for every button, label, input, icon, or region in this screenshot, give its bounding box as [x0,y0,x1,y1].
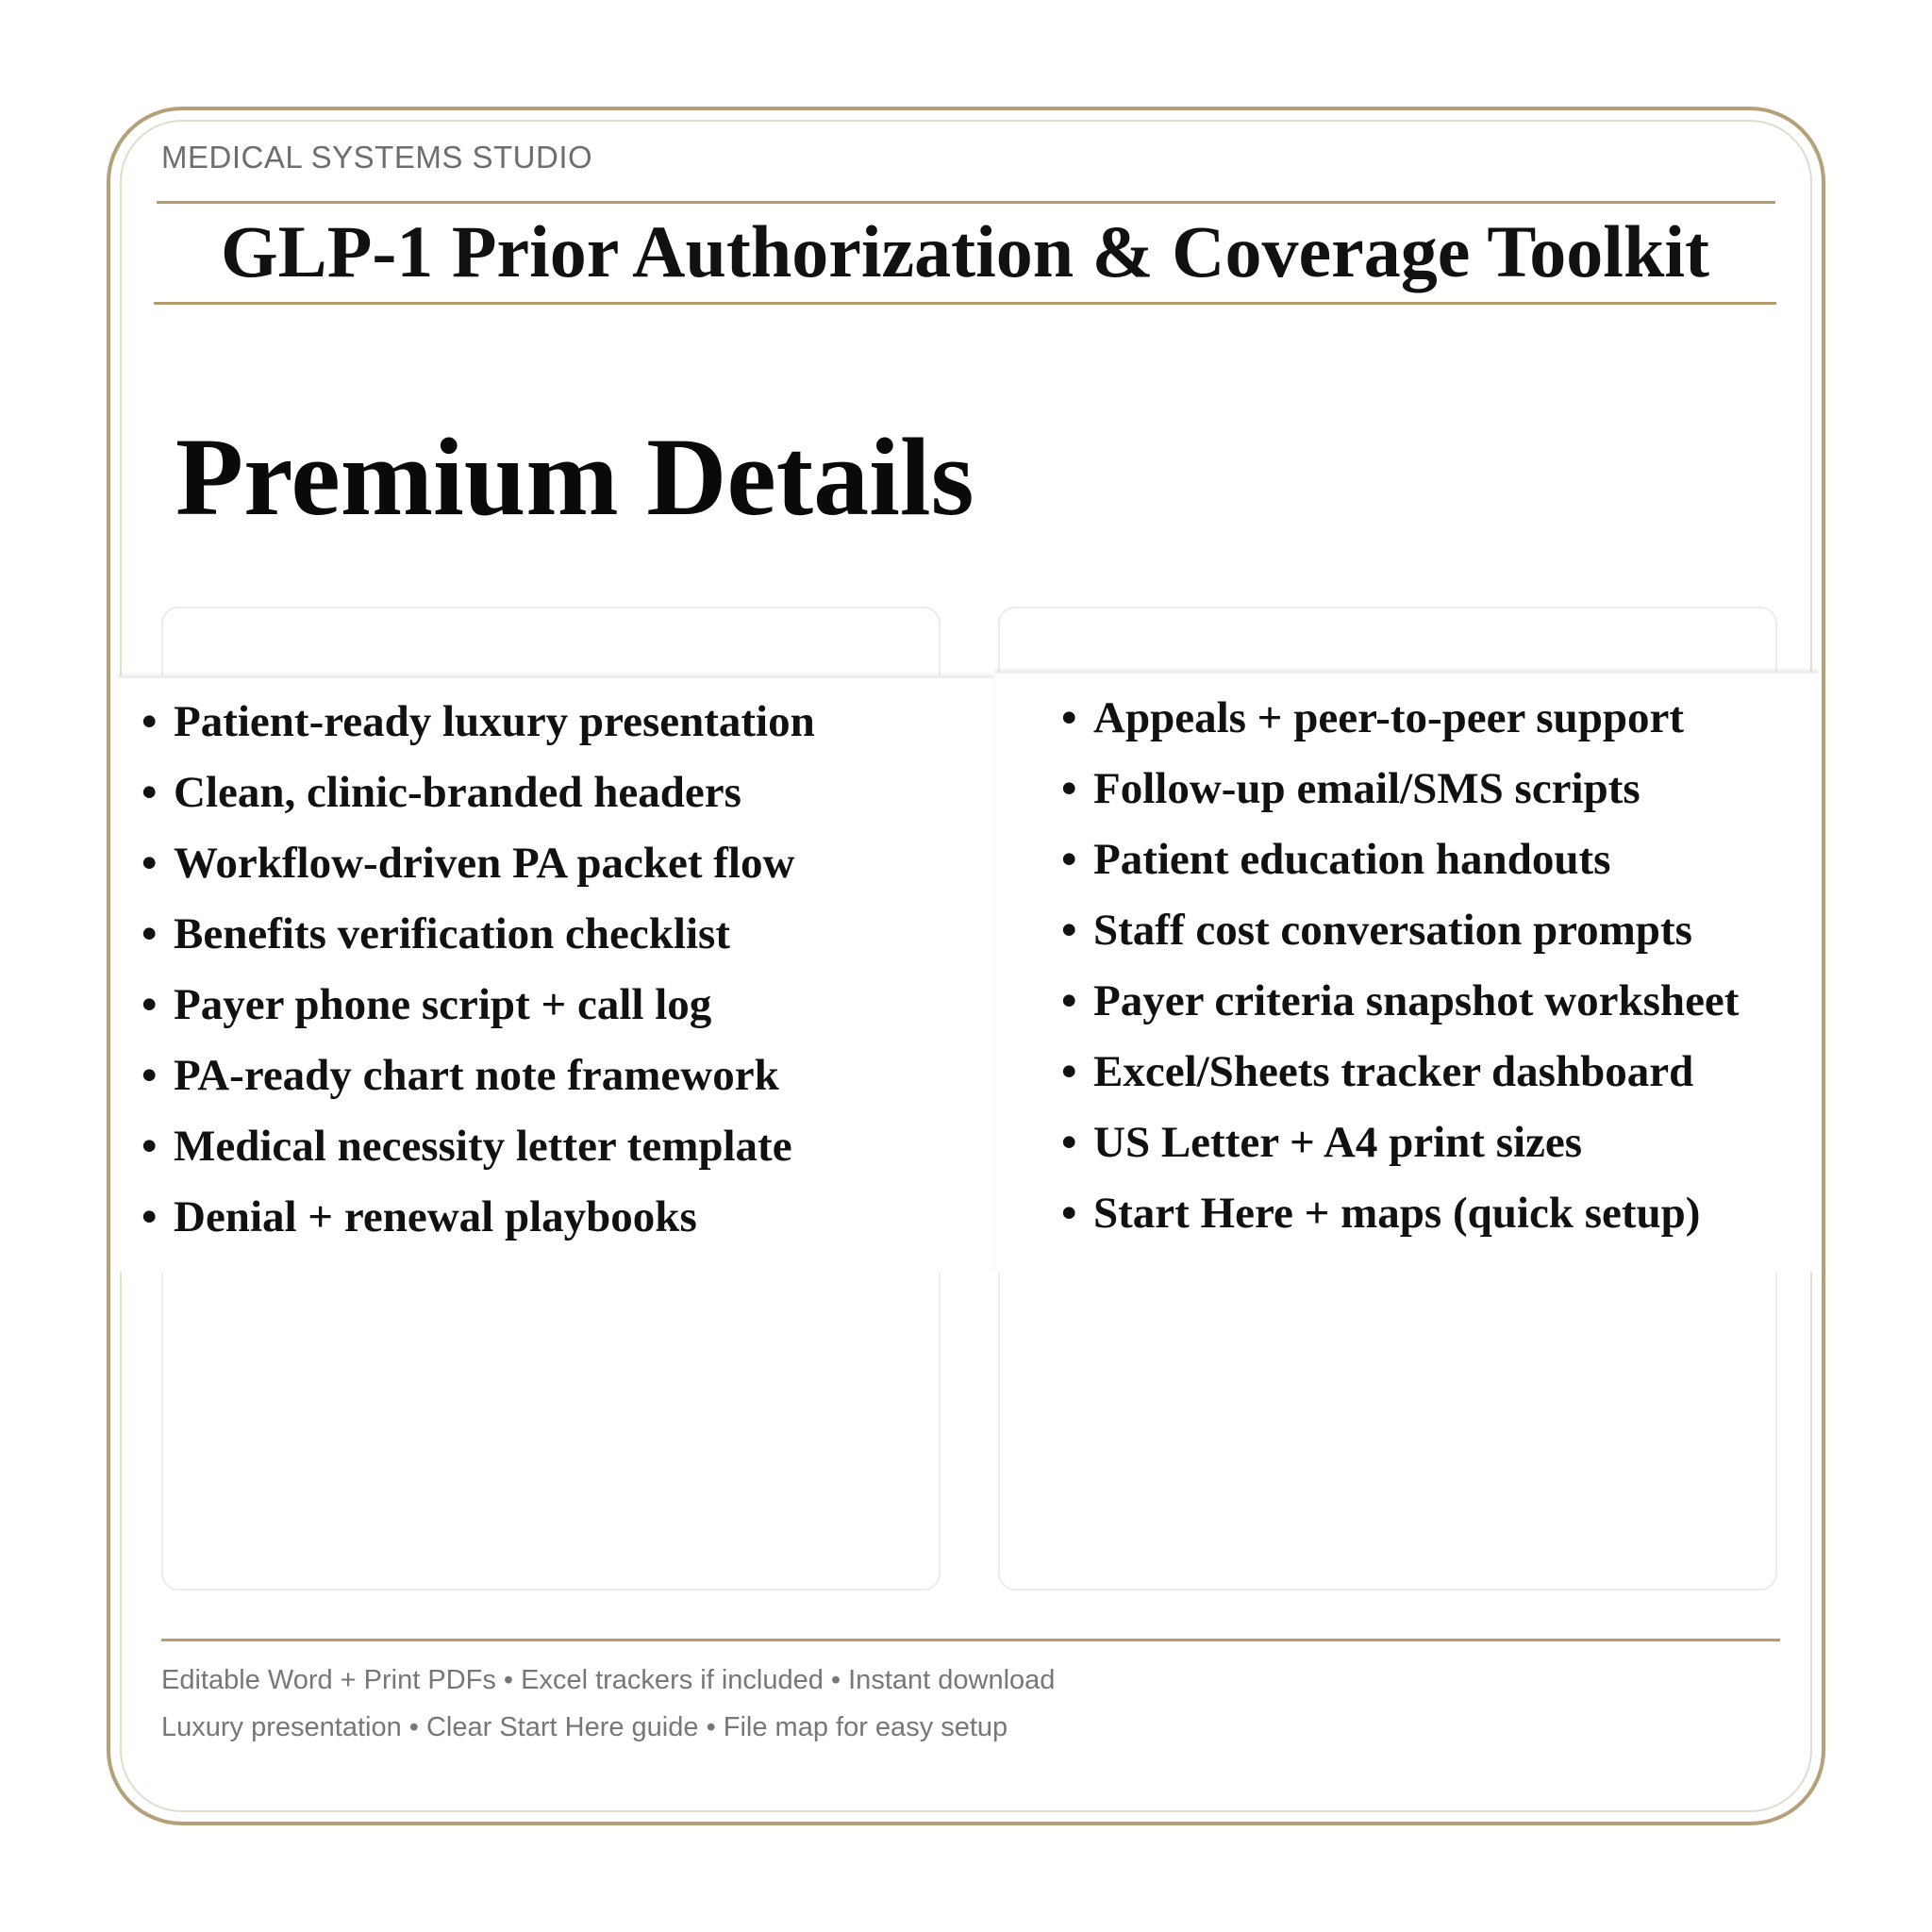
bullet: • [1061,693,1077,742]
list-item [142,758,815,828]
list-item-text: US Letter + A4 print sizes [1093,1118,1583,1167]
bullet: • [142,909,158,958]
left-feature-list [142,687,815,1253]
bullet: • [142,768,158,817]
list-item-text: Appeals + peer-to-peer support [1093,693,1684,742]
list-item [142,1111,815,1182]
list-item [142,970,815,1041]
bullet: • [1061,1047,1077,1096]
list-item-text: Denial + renewal playbooks [174,1192,697,1241]
bullet: • [142,1051,158,1100]
list-item-text: PA-ready chart note framework [174,1051,779,1100]
list-item [1061,1178,1739,1249]
list-item [1061,1108,1739,1178]
bullet: • [1061,764,1077,813]
bullet: • [1061,835,1077,884]
list-item [1061,824,1739,895]
list-item-text: Payer criteria snapshot worksheet [1093,976,1740,1025]
list-item-text: Start Here + maps (quick setup) [1093,1189,1701,1238]
bullet: • [142,1192,158,1241]
list-item-text: Workflow-driven PA packet flow [174,839,795,888]
bullet: • [1061,976,1077,1025]
bullet: • [1061,1189,1077,1238]
list-item [1061,1037,1739,1108]
bullet: • [142,839,158,888]
list-item-text: Payer phone script + call log [174,980,712,1029]
top-divider [157,201,1775,204]
list-item-text: Follow-up email/SMS scripts [1093,764,1641,813]
list-item [142,1041,815,1111]
bullet: • [142,980,158,1029]
footer-divider [161,1639,1780,1641]
bullet: • [1061,1118,1077,1167]
list-item [1061,895,1739,966]
list-item [142,1182,815,1253]
page-title: GLP-1 Prior Authorization & Coverage Toolkit [221,210,1709,292]
footer-line-2: Luxury presentation • Clear Start Here guide • File map for easy setup [161,1712,1008,1742]
list-item-text: Patient-ready luxury presentation [174,697,815,746]
list-item [142,899,815,970]
bullet: • [142,697,158,746]
list-item [142,687,815,758]
right-feature-list [1061,683,1739,1249]
list-item-text: Excel/Sheets tracker dashboard [1093,1047,1694,1096]
bullet: • [1061,906,1077,955]
brand-label: MEDICAL SYSTEMS STUDIO [161,140,593,175]
list-item-text: Benefits verification checklist [174,909,730,958]
list-item [1061,683,1739,754]
list-item [142,828,815,899]
list-item-text: Clean, clinic-branded headers [174,768,741,817]
list-item [1061,754,1739,824]
list-item-text: Medical necessity letter template [174,1122,792,1171]
bullet: • [142,1122,158,1171]
section-heading: Premium Details [175,415,974,539]
list-item-text: Staff cost conversation prompts [1093,906,1692,955]
list-item-text: Patient education handouts [1093,835,1611,884]
footer-line-1: Editable Word + Print PDFs • Excel trackers if included • Instant download [161,1665,1056,1695]
list-item [1061,966,1739,1037]
title-divider [154,302,1776,305]
